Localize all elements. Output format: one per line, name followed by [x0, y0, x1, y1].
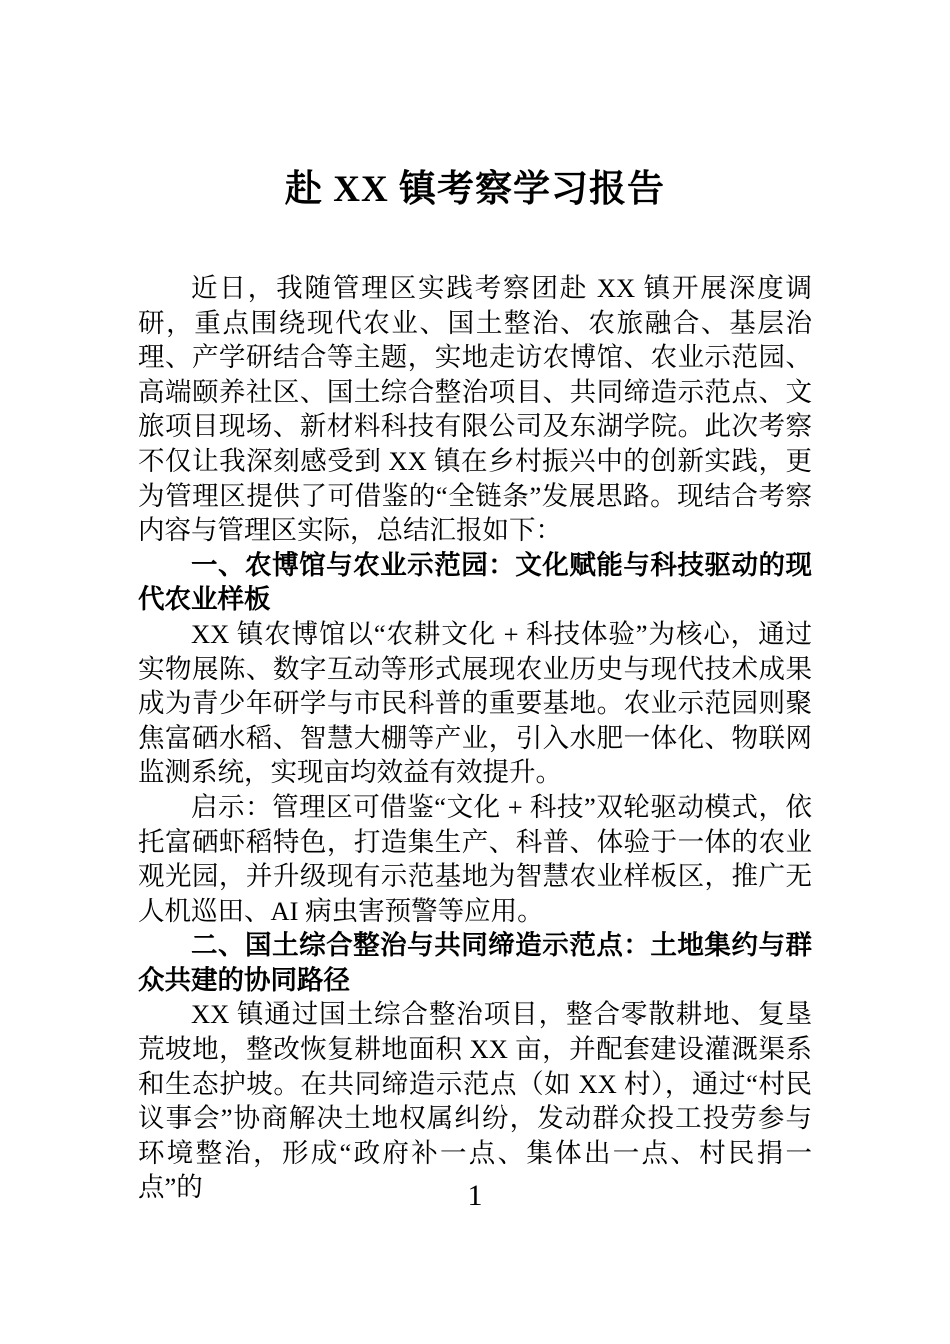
document-body — [138, 271, 812, 1205]
section-2-heading: 二、国土综合整治与共同缔造示范点：土地集约与群众共建的协同路径 — [138, 930, 812, 995]
paragraph-section1-overview: XX 镇农博馆以“农耕文化 + 科技体验”为核心，通过实物展陈、数字互动等形式展现农业历史与现代技术成果成为青少年研学与市民科普的重要基地。农业示范园则聚焦富硒水稻、智慧大棚等产业，引入水肥一体化、物联网监测系统，实现亩均效益有效提升。 — [138, 618, 812, 788]
page-number: 1 — [467, 1179, 483, 1212]
section-1-heading: 一、农博馆与农业示范园：文化赋能与科技驱动的现代农业样板 — [138, 549, 812, 615]
paragraph-intro: 近日，我随管理区实践考察团赴 XX 镇开展深度调研，重点围绕现代农业、国土整治、农旅融合、基层治理、产学研结合等主题，实地走访农博馆、农业示范园、高端颐养社区、国土综合整治项目、共同缔造示范点、文旅项目现场、新材料科技有限公司及东湖学院。此次考察不仅让我深刻感受到 XX 镇在乡村振兴中的创新实践，更为管理区提供了可借鉴的“全链条”发展思路。现结合考察内容与管理区实际，总结汇报如下： — [138, 273, 812, 546]
document-title: 赴 XX 镇考察学习报告 — [285, 169, 665, 210]
paragraph-section1-insight: 启示：管理区可借鉴“文化 + 科技”双轮驱动模式，依托富硒虾稻特色，打造集生产、科普、体验于一体的农业观光园，并升级现有示范基地为智慧农业样板区，推广无人机巡田、AI 病虫害预警等应用。 — [138, 791, 812, 926]
paragraph-section2-overview: XX 镇通过国土综合整治项目，整合零散耕地、复垦荒坡地，整改恢复耕地面积 XX 亩，并配套建设灌溉渠系和生态护坡。在共同缔造示范点（如 XX 村），通过“村民议事会”协商解决土地权属纠纷，发动群众投工投劳参与环境整治，形成“政府补一点、集体出一点、村民捐一点”的 — [138, 999, 812, 1203]
